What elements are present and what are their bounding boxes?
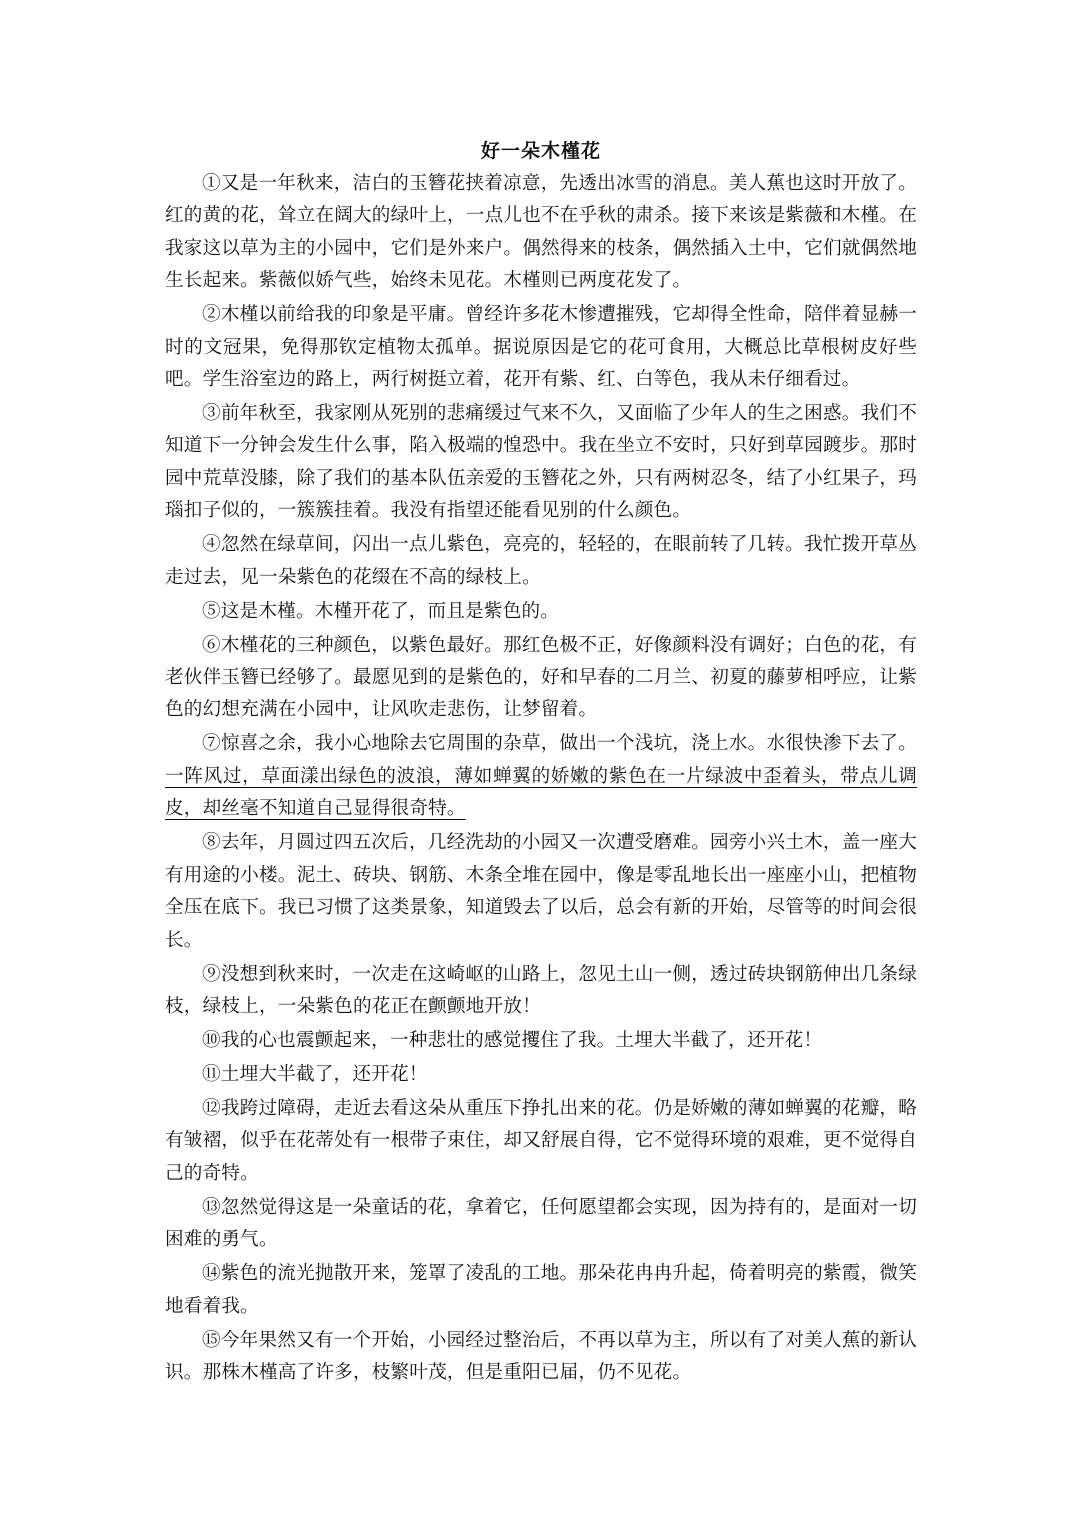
paragraph-12: ⑫我跨过障碍，走近去看这朵从重压下挣扎出来的花。仍是娇嫩的薄如蝉翼的花瓣，略有皱褶，似乎在花蒂处有一根带子束住，却又舒展自得，它不觉得环境的艰难，更不觉得自己的奇特。 — [165, 1097, 917, 1184]
paragraph-11: ⑪土埋大半截了，还开花！ — [202, 1063, 428, 1085]
paragraph-7 — [165, 728, 917, 825]
paragraph-8: ⑧去年，月圆过四五次后，几经洗劫的小园又一次遭受磨难。园旁小兴土木，盖一座大有用途的小楼。泥土、砖块、钢筋、木条全堆在园中，像是零乱地长出一座座小山，把植物全压在底下。我已习惯了这类景象，知道毁去了以后，总会有新的开始，尽管等的时间会很长。 — [165, 832, 917, 951]
paragraph-7-text: ⑦惊喜之余，我小心地除去它周围的杂草，做出一个浅坑，浇上水。水很快渗下去了。 — [202, 733, 917, 755]
paragraph-10: ⑩我的心也震颤起来，一种悲壮的感觉攫住了我。土埋大半截了，还开花！ — [202, 1029, 823, 1051]
paragraph-4: ④忽然在绿草间，闪出一点儿紫色，亮亮的，轻轻的，在眼前转了几转。我忙拨开草丛走过去，见一朵紫色的花缀在不高的绿枝上。 — [165, 534, 917, 588]
paragraph-13: ⑬忽然觉得这是一朵童话的花，拿着它，任何愿望都会实现，因为持有的，是面对一切困难的勇气。 — [165, 1196, 917, 1251]
document-page — [165, 136, 917, 1391]
paragraph-3: ③前年秋至，我家刚从死别的悲痛缓过气来不久，又面临了少年人的生之困惑。我们不知道下一分钟会发生什么事，陷入极端的惶恐中。我在坐立不安时，只好到草园踱步。那时园中荒草没膝，除了我们的基本队伍亲爱的玉簪花之外，只有两树忍冬，结了小红果子，玛瑙扣子似的，一簇簇挂着。我没有指望还能看见别的什么颜色。 — [165, 403, 917, 522]
paragraph-1: ①又是一年秋来，洁白的玉簪花挟着凉意，先透出冰雪的消息。美人蕉也这时开放了。红的黄的花，耸立在阔大的绿叶上，一点儿也不在乎秋的肃杀。接下来该是紫薇和木槿。在我家这以草为主的小园中，它们是外来户。偶然得来的枝条，偶然插入土中，它们就偶然地生长起来。紫薇似娇气些，始终未见花。木槿则已两度花发了。 — [165, 173, 917, 292]
paragraph-7-underlined-sentence: 一阵风过，草面漾出绿色的波浪，薄如蝉翼的娇嫩的紫色在一片绿波中歪着头，带点儿调皮，却丝毫不知道自己显得很奇特。 — [165, 765, 917, 820]
paragraph-15: ⑮今年果然又有一个开始，小园经过整治后，不再以草为主，所以有了对美人蕉的新认识。那株木槿高了许多，枝繁叶茂，但是重阳已届，仍不见花。 — [165, 1329, 917, 1383]
paragraph-14: ⑭紫色的流光抛散开来，笼罩了凌乱的工地。那朵花冉冉升起，倚着明亮的紫霞，微笑地看着我。 — [165, 1263, 917, 1317]
paragraph-5: ⑤这是木槿。木槿开花了，而且是紫色的。 — [202, 600, 560, 622]
paragraph-9: ⑨没想到秋来时，一次走在这崎岖的山路上，忽见土山一侧，透过砖块钢筋伸出几条绿枝，绿枝上，一朵紫色的花正在颤颤地开放！ — [165, 963, 917, 1017]
paragraph-2: ②木槿以前给我的印象是平庸。曾经许多花木惨遭摧残，它却得全性命，陪伴着显赫一时的文冠果，免得那钦定植物太孤单。据说原因是它的花可食用，大概总比草根树皮好些吧。学生浴室边的路上，两行树挺立着，花开有紫、红、白等色，我从未仔细看过。 — [165, 304, 917, 391]
paragraph-6: ⑥木槿花的三种颜色，以紫色最好。那红色极不正，好像颜料没有调好；白色的花，有老伙伴玉簪已经够了。最愿见到的是紫色的，好和早春的二月兰、初夏的藤萝相呼应，让紫色的幻想充满在小园中，让风吹走悲伤，让梦留着。 — [165, 634, 917, 721]
article-title: 好一朵木槿花 — [480, 140, 601, 162]
